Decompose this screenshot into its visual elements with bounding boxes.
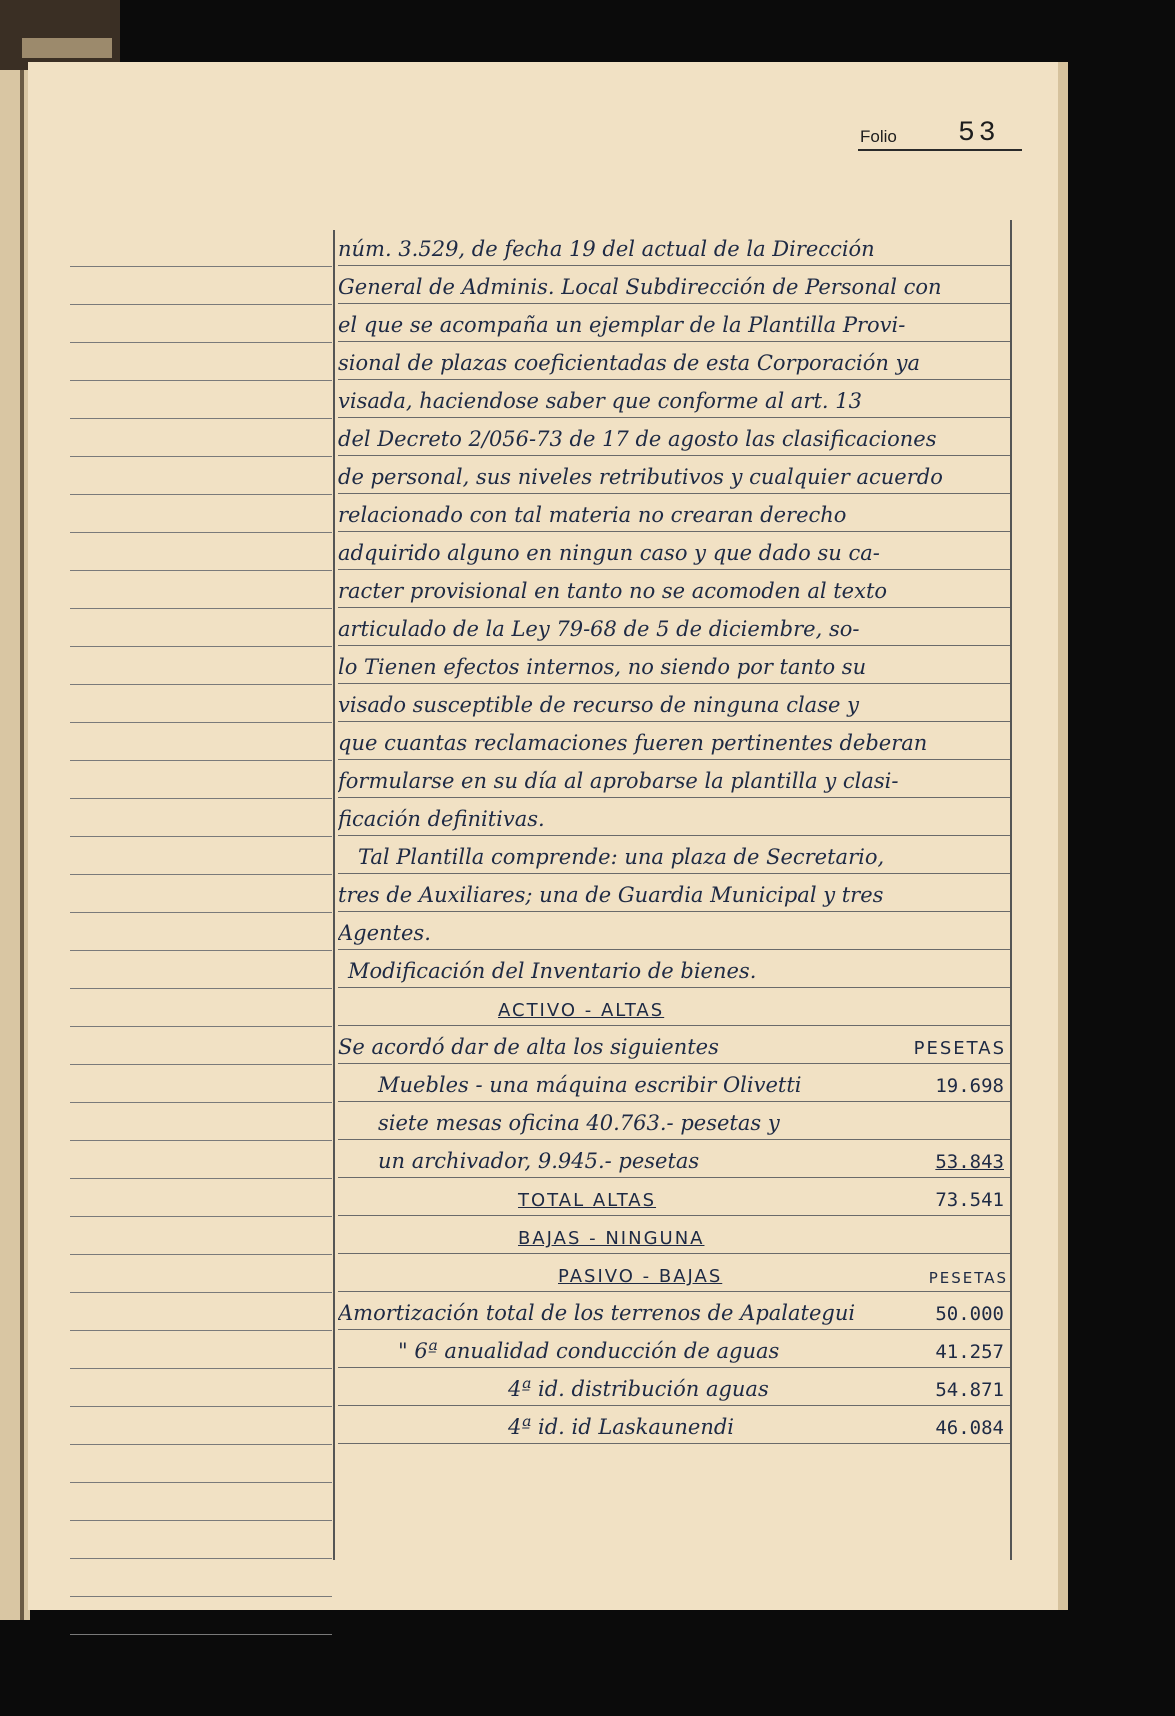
ruled-line — [70, 722, 332, 723]
minutes-line-text: Modificación del Inventario de bienes. — [348, 959, 757, 983]
ruled-line — [70, 418, 332, 419]
minutes-line — [338, 646, 1010, 684]
minutes-line — [338, 418, 1010, 456]
ruled-line — [70, 342, 332, 343]
pasivo-heading: PASIVO - BAJAS — [558, 1266, 723, 1287]
pasivo-row — [338, 1292, 1010, 1330]
ruled-line — [70, 684, 332, 685]
ruled-line — [70, 380, 332, 381]
altas-row — [338, 1064, 1010, 1102]
ruled-line — [70, 760, 332, 761]
minutes-line-text: formularse en su día al aprobarse la plantilla y clasi- — [338, 769, 899, 793]
pasivo-amount: 46.084 — [935, 1417, 1004, 1439]
altas-row — [338, 1102, 1010, 1140]
ruled-line — [70, 836, 332, 837]
ruled-line — [70, 1254, 332, 1255]
minutes-line-text: el que se acompaña un ejemplar de la Plantilla Provi- — [338, 313, 906, 337]
margin-rule — [333, 230, 335, 1560]
alta-text: siete mesas oficina 40.763.- pesetas y — [378, 1111, 780, 1135]
ruled-line — [70, 608, 332, 609]
minutes-line-text: núm. 3.529, de fecha 19 del actual de la Dirección — [338, 237, 875, 261]
pasivo-row — [338, 1406, 1010, 1444]
minutes-line-text: visado susceptible de recurso de ninguna clase y — [338, 693, 859, 717]
minutes-line — [338, 912, 1010, 950]
ruled-line — [70, 874, 332, 875]
minutes-line — [338, 228, 1010, 266]
minutes-line-text: que cuantas reclamaciones fueren pertinentes deberan — [338, 731, 928, 755]
alta-amount: 19.698 — [935, 1075, 1004, 1097]
pasivo-row — [338, 1368, 1010, 1406]
minutes-line — [338, 380, 1010, 418]
activo-heading-line — [338, 988, 1010, 1026]
pasivo-heading-line — [338, 1254, 1010, 1292]
ruled-line — [70, 912, 332, 913]
minutes-line — [338, 570, 1010, 608]
minutes-line — [338, 722, 1010, 760]
minutes-line — [338, 608, 1010, 646]
ruled-line — [70, 1368, 332, 1369]
ruled-line — [70, 1140, 332, 1141]
pasivo-text: Amortización total de los terrenos de Apalategui — [338, 1301, 856, 1325]
ruled-line — [70, 1178, 332, 1179]
handwritten-minutes — [338, 228, 1010, 1444]
minutes-line — [338, 874, 1010, 912]
pasivo-text: 4ª id. id Laskaunendi — [508, 1415, 735, 1439]
bajas-ninguna: BAJAS - NINGUNA — [518, 1228, 705, 1249]
total-altas-amount: 73.541 — [935, 1189, 1004, 1211]
ruled-line — [70, 1482, 332, 1483]
pesetas-column-label: PESETAS — [913, 1038, 1006, 1059]
total-altas-label: TOTAL ALTAS — [518, 1190, 657, 1211]
adjacent-page-edge — [0, 40, 30, 1620]
minutes-line-text: visada, haciendose saber que conforme al art. 13 — [338, 389, 862, 413]
ruled-line — [70, 532, 332, 533]
ruled-line — [70, 1064, 332, 1065]
minutes-line — [338, 950, 1010, 988]
ruled-line — [70, 494, 332, 495]
ruled-line — [70, 988, 332, 989]
pasivo-text: " 6ª anualidad conducción de aguas — [398, 1339, 780, 1363]
ruled-line — [70, 798, 332, 799]
ruled-line — [70, 1520, 332, 1521]
minutes-line — [338, 342, 1010, 380]
minutes-line — [338, 266, 1010, 304]
minutes-line-text: sional de plazas coeficientadas de esta Corporación ya — [338, 351, 920, 375]
alta-text: un archivador, 9.945.- pesetas — [378, 1149, 700, 1173]
pasivo-amount: 41.257 — [935, 1341, 1004, 1363]
minutes-line-text: ficación definitivas. — [338, 807, 545, 831]
minutes-line-text: tres de Auxiliares; una de Guardia Municipal y tres — [338, 883, 884, 907]
minutes-line-text: General de Adminis. Local Subdirección de Personal con — [338, 275, 942, 299]
ruled-line — [70, 1292, 332, 1293]
ruled-line — [70, 646, 332, 647]
altas-intro-line — [338, 1026, 1010, 1064]
ruled-line — [70, 1596, 332, 1597]
activo-heading: ACTIVO - ALTAS — [498, 1000, 665, 1021]
minutes-line — [338, 456, 1010, 494]
minutes-line — [338, 684, 1010, 722]
total-altas-line — [338, 1178, 1010, 1216]
minutes-line — [338, 798, 1010, 836]
pasivo-row — [338, 1330, 1010, 1368]
minutes-line-text: articulado de la Ley 79-68 de 5 de diciembre, so- — [338, 617, 860, 641]
folio-number: 53 — [958, 118, 1000, 149]
pasivo-amount: 54.871 — [935, 1379, 1004, 1401]
minutes-line — [338, 532, 1010, 570]
ruled-line — [70, 570, 332, 571]
ruled-line — [70, 1406, 332, 1407]
bajas-ninguna-line — [338, 1216, 1010, 1254]
binding-corner — [0, 0, 120, 70]
ruled-line — [70, 456, 332, 457]
minutes-line-text: racter provisional en tanto no se acomoden al texto — [338, 579, 888, 603]
right-rule — [1010, 220, 1012, 1560]
ruled-line — [70, 266, 332, 267]
ruled-line — [70, 1330, 332, 1331]
pesetas-column-label: PESETAS — [928, 1269, 1008, 1287]
ruled-line — [70, 950, 332, 951]
minutes-line-text: adquirido alguno en ningun caso y que dado su ca- — [338, 541, 880, 565]
ruled-line — [70, 1102, 332, 1103]
minutes-line — [338, 494, 1010, 532]
ruled-line — [70, 1216, 332, 1217]
minutes-line-text: de personal, sus niveles retributivos y cualquier acuerdo — [338, 465, 943, 489]
minutes-line-text: relacionado con tal materia no crearan derecho — [338, 503, 847, 527]
alta-text: Muebles - una máquina escribir Olivetti — [378, 1073, 802, 1097]
ruled-line — [70, 1634, 332, 1635]
folio-label: Folio — [860, 127, 897, 146]
minutes-line — [338, 304, 1010, 342]
ruled-line — [70, 1558, 332, 1559]
minutes-line-text: del Decreto 2/056-73 de 17 de agosto las clasificaciones — [338, 427, 937, 451]
ruled-line — [70, 1444, 332, 1445]
pasivo-amount: 50.000 — [935, 1303, 1004, 1325]
ruled-line — [70, 304, 332, 305]
minutes-line — [338, 836, 1010, 874]
pasivo-text: 4ª id. distribución aguas — [508, 1377, 769, 1401]
minutes-line-text: lo Tienen efectos internos, no siendo por tanto su — [338, 655, 867, 679]
altas-intro-text: Se acordó dar de alta los siguientes — [338, 1035, 719, 1059]
alta-amount: 53.843 — [935, 1151, 1004, 1173]
altas-row — [338, 1140, 1010, 1178]
minutes-line — [338, 760, 1010, 798]
folio-header — [858, 113, 1022, 151]
minutes-line-text: Tal Plantilla comprende: una plaza de Secretario, — [358, 845, 885, 869]
minutes-line-text: Agentes. — [338, 921, 431, 945]
ruled-line — [70, 1026, 332, 1027]
